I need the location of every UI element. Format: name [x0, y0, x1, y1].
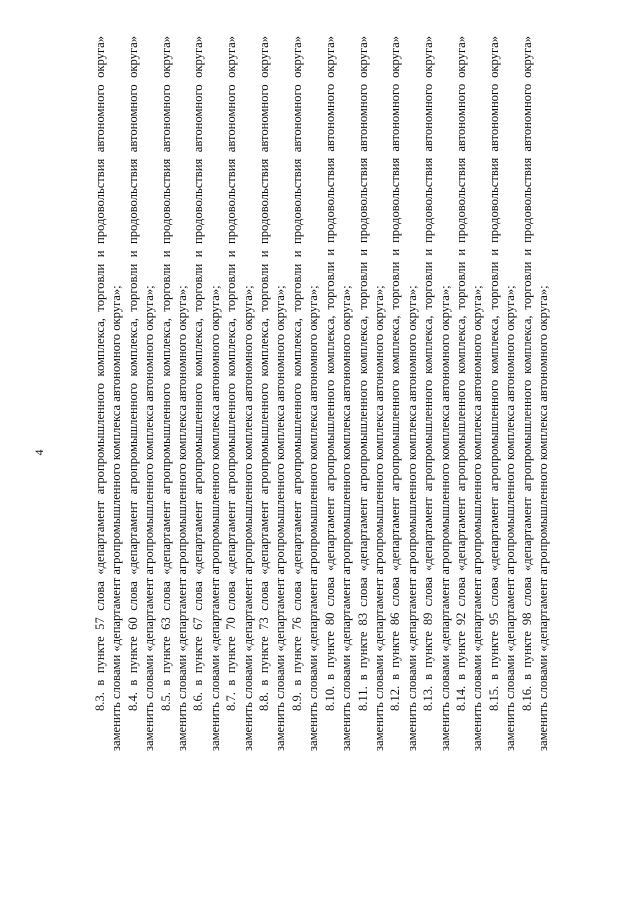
list-item: [519, 36, 552, 751]
item-continuation: заменить словами «департамент агропромышленного комплекса автономного округа»;: [207, 285, 222, 751]
item-continuation: заменить словами «департамент агропромышленного комплекса автономного округа»;: [535, 285, 550, 751]
item-text: 8.11. в пункте 83 слова «департамент агропромышленного комплекса, торговли и продовольствия автономного округа»: [355, 36, 370, 711]
page-number: 4: [32, 449, 46, 456]
list-item: [355, 36, 388, 751]
item-continuation: заменить словами «департамент агропромышленного комплекса автономного округа»;: [371, 285, 386, 751]
document-body: [92, 36, 551, 751]
item-text: 8.15. в пункте 95 слова «департамент агропромышленного комплекса, торговли и продовольствия автономного округа»: [486, 36, 501, 711]
item-text: 8.13. в пункте 89 слова «департамент агропромышленного комплекса, торговли и продовольствия автономного округа»: [421, 36, 436, 711]
item-continuation: заменить словами «департамент агропромышленного комплекса автономного округа»;: [339, 285, 354, 751]
item-text: 8.12. в пункте 86 слова «департамент агропромышленного комплекса, торговли и продовольствия автономного округа»: [388, 36, 403, 711]
item-text: 8.16. в пункте 98 слова «департамент агропромышленного комплекса, торговли и продовольствия автономного округа»: [519, 36, 534, 711]
list-item: [486, 36, 519, 751]
item-text: 8.6. в пункте 67 слова «департамент агропромышленного комплекса, торговли и продовольствия автономного округа»: [191, 36, 206, 711]
list-item: [420, 36, 453, 751]
item-text: 8.8. в пункте 73 слова «департамент агропромышленного комплекса, торговли и продовольствия автономного округа»: [257, 36, 272, 711]
list-item: [453, 36, 486, 751]
list-item: [125, 36, 158, 751]
item-continuation: заменить словами «департамент агропромышленного комплекса автономного округа»;: [142, 285, 157, 751]
item-text: 8.5. в пункте 63 слова «департамент агропромышленного комплекса, торговли и продовольствия автономного округа»: [158, 36, 173, 711]
item-continuation: заменить словами «департамент агропромышленного комплекса автономного округа»;: [503, 285, 518, 751]
list-item: [256, 36, 289, 751]
item-text: 8.7. в пункте 70 слова «департамент агропромышленного комплекса, торговли и продовольствия автономного округа»: [224, 36, 239, 711]
list-item: [190, 36, 223, 751]
item-text: 8.14. в пункте 92 слова «департамент агропромышленного комплекса, торговли и продовольствия автономного округа»: [453, 36, 468, 711]
item-text: 8.10. в пункте 80 слова «департамент агропромышленного комплекса, торговли и продовольствия автономного округа»: [322, 36, 337, 711]
list-item: [289, 36, 322, 751]
item-text: 8.4. в пункте 60 слова «департамент агропромышленного комплекса, торговли и продовольствия автономного округа»: [125, 36, 140, 711]
item-continuation: заменить словами «департамент агропромышленного комплекса автономного округа»;: [306, 285, 321, 751]
item-continuation: заменить словами «департамент агропромышленного комплекса автономного округа»;: [404, 285, 419, 751]
list-item: [158, 36, 191, 751]
item-continuation: заменить словами «департамент агропромышленного комплекса автономного округа»;: [470, 285, 485, 751]
list-item: [322, 36, 355, 751]
list-item: [223, 36, 256, 751]
item-continuation: заменить словами «департамент агропромышленного комплекса автономного округа»;: [240, 285, 255, 751]
item-text: 8.9. в пункте 76 слова «департамент агропромышленного комплекса, торговли и продовольствия автономного округа»: [289, 36, 304, 711]
item-text: 8.3. в пункте 57 слова «департамент агропромышленного комплекса, торговли и продовольствия автономного округа»: [93, 36, 107, 711]
item-continuation: заменить словами «департамент агропромышленного комплекса автономного округа»;: [109, 285, 124, 751]
list-item: [92, 36, 125, 751]
list-item: [387, 36, 420, 751]
item-continuation: заменить словами «департамент агропромышленного комплекса автономного округа»;: [175, 285, 190, 751]
item-continuation: заменить словами «департамент агропромышленного комплекса автономного округа»;: [273, 285, 288, 751]
item-continuation: заменить словами «департамент агропромышленного комплекса автономного округа»;: [437, 285, 452, 751]
